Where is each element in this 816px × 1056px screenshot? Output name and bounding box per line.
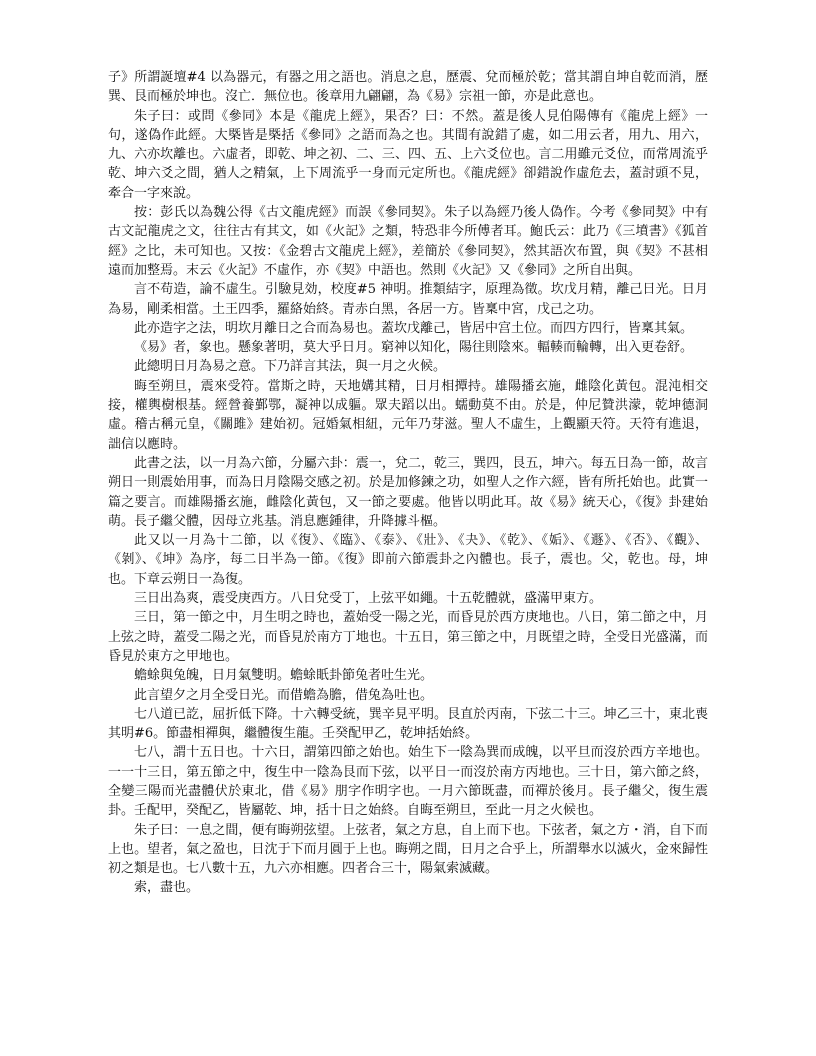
paragraph-7: 此總明日月為易之意。下乃詳言其法，與一月之火候。 (134, 359, 447, 375)
paragraph-4: 言不苟造，論不虛生。引驗見効，校度#5 神明。推類結字，原理為徵。坎戊月精，離己日光。日月為易，剛柔相當。土王四季，羅絡始終。青赤白黑，各居一方。皆稟中宮，戊己之功。 (108, 282, 708, 317)
paragraph-3: 按：彭氏以為魏公得《古文龍虎經》而誤《參同契》。朱子以為經乃後人偽作。今考《參同契》中有古文記龍虎之文，往往古有其文，如《火記》之類，特恐非今所傅者耳。鮑氏云：此乃《三墳書》《狐首經》之比，未可知也。又按：《金碧古文龍虎上經》，差簡於《參同契》，然其語次布置，與《契》不甚相遠而加整焉。末云《火記》不虛作，亦《契》中語也。然則《火記》又《參同》之所自出與。 (108, 205, 708, 278)
paragraph-11: 三日出為爽，震受庚西方。八日兌受丁，上弦平如繩。十五乾體就，盛滿甲東方。 (134, 591, 603, 607)
paragraph-8: 晦至朔旦，震來受符。當斯之時，天地媾其精，日月相撢持。雄陽播玄施，雌陰化黃包。混沌相交接，權輿樹根基。經營養鄞鄂，凝神以成軀。眾夫蹈以出。蠕動莫不由。於是，仲尼贊洪濛，乾坤德洞虛。稽古稱元皇，《關雎》建始初。冠婚氣相紐，元年乃芽滋。聖人不虛生，上觀顯天符。天符有進退，詘信以應時。 (108, 378, 708, 452)
paragraph-18: 索，盡也。 (134, 880, 200, 896)
paragraph-16: 七八，謂十五日也。十六日，謂第四節之始也。始生下一陰為巽而成魄，以平旦而沒於西方辛地也。一一十三日，第五節之中，復生中一陰為艮而下弦，以平日一而沒於南方丙地也。三十日，第六節之終，全變三陽而光盡體伏於東北，借《易》朋字作明字也。一月六節既盡，而禪於後月。長子繼父，復生震卦。壬配甲，癸配乙，皆屬乾、坤，括十日之始終。自晦至朔旦，至此一月之火候也。 (108, 745, 708, 819)
paragraph-15: 七八道已訖，屈折低下降。十六轉受統，巽辛見平明。艮直於丙南，下弦二十三。坤乙三十，東北喪其明#6。節盡相禪與，繼體復生龍。壬癸配甲乙，乾坤括始終。 (108, 706, 708, 742)
paragraph-9: 此書之法，以一月為六節，分屬六卦：震一，兌二，乾三，巽四，艮五，坤六。每五日為一節，故言朔日一則震始用事，而為日月陰陽交感之初。於是加修鍊之功，如聖人之作六經，皆有所托始也。此實一篇之要言。而雄陽播玄施，雌陰化黃包，又一節之要處。他皆以明此耳。故《易》統天心，《復》卦建始萌。長子繼父體，因母立兆基。消息應鍾律，升降據斗樞。 (108, 455, 708, 529)
paragraph-5: 此亦造字之法，明坎月離日之合而為易也。蓋坎戊離己，皆居中宫土位。而四方四行，皆稟其氣。 (134, 320, 694, 336)
paragraph-1: 子》所謂誕壇#4 以為器元，有器之用之語也。消息之息，歷震、兌而極於乾；當其謂自坤自乾而消，歷巽、艮而極於坤也。沒亡．無位也。後章用九翩翩，為《易》宗祖一節，亦是此意也。 (108, 70, 708, 105)
paragraph-17: 朱子曰：一息之間，便有晦朔弦望。上弦者，氣之方息，自上而下也。下弦者，氣之方・消，自下而上也。望者，氣之盈也，日沈于下而月圓于上也。晦朔之間，日月之合乎上，所謂舉水以滅火，金來歸性初之類是也。七八數十五，九六亦相應。四者合三十，陽氣索滅藏。 (108, 822, 708, 877)
paragraph-2: 朱子曰：或問《參同》本是《龍虎上經》，果否？曰：不然。蓋是後人見伯陽傳有《龍虎上經》一句，遂偽作此經。大槩皆是槩括《參同》之語而為之也。其間有說錯了處，如二用云者，用九、用六，九、六亦坎離也。六虛者，即乾、坤之初、二、三、四、五、上六爻位也。言二用雖元爻位，而常周流乎乾、坤六爻之間，猶人之精氣，上下周流乎一身而元定所也。《龍虎經》卻錯說作虛危去，蓋討頭不見，牽合一字來說。 (108, 108, 708, 201)
paragraph-13: 蟾蜍與兔魄，日月氣雙明。蟾蜍眂卦節兔者吐生光。 (134, 668, 434, 684)
paragraph-14: 此言望夕之月全受日光。而借蟾為膽，借兔為吐也。 (134, 687, 434, 703)
paragraph-6: 《易》者，象也。懸象著明，莫大乎日月。窮神以知化，陽往則陰來。輻輳而輪轉，出入更卷舒。 (134, 340, 694, 356)
paragraph-12: 三日，第一節之中，月生明之時也，蓋始受一陽之光，而昏見於西方庚地也。八日，第二節之中，月上弦之時，蓋受二陽之光，而昏見於南方丁地也。十五日，第三節之中，月既望之時，全受日光盛滿，而昏見於東方之甲地也。 (108, 610, 708, 664)
paragraph-10: 此又以一月為十二節，以《復》、《臨》、《泰》、《壯》、《夬》、《乾》、《姤》、《遯》、《否》、《觀》、《剝》、《坤》為序，每二日半為一節。《復》即前六節震卦之內體也。長子，震也。父，乾也。母，坤也。下章云朔日一為復。 (108, 533, 708, 587)
